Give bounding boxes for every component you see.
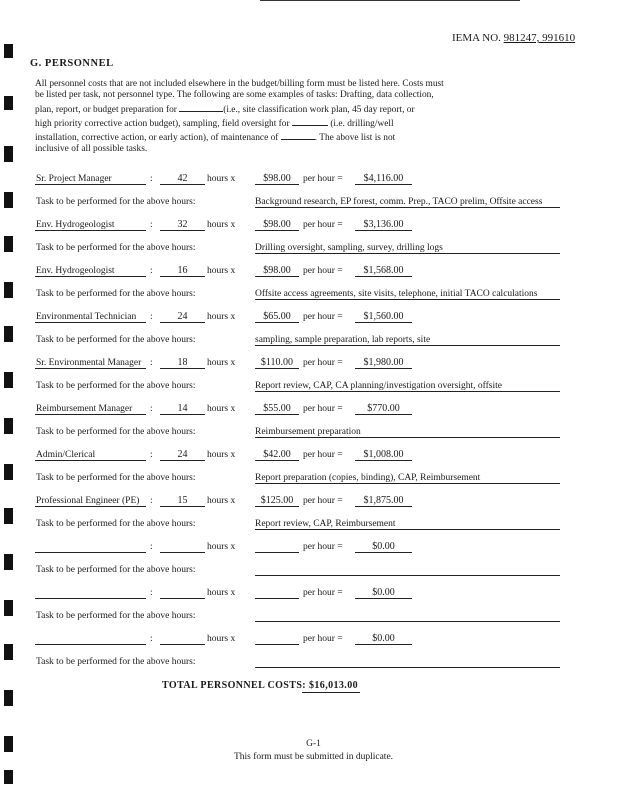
scan-bar	[4, 418, 13, 434]
scan-bar	[4, 96, 13, 110]
task-description: Background research, EP forest, comm. Prep., TACO prelim, Offsite access	[255, 197, 543, 207]
scan-bar	[4, 372, 13, 388]
hours-value: 32	[177, 219, 188, 230]
hours-underline	[160, 460, 205, 461]
task-label: Task to be performed for the above hours:	[36, 473, 196, 483]
hours-x-label: hours x	[207, 220, 236, 230]
per-hour-label: per hour =	[303, 588, 343, 598]
title-underline	[35, 598, 146, 599]
title-underline	[35, 322, 146, 323]
rate-underline	[255, 506, 299, 507]
colon: :	[150, 358, 153, 368]
title-underline	[35, 276, 146, 277]
task-label: Task to be performed for the above hours:	[36, 657, 196, 667]
scan-bar	[4, 690, 13, 706]
task-label: Task to be performed for the above hours:	[36, 335, 196, 345]
colon: :	[150, 450, 153, 460]
rate-value: $98.00	[263, 219, 291, 230]
total-underline	[302, 692, 360, 693]
hours-x-label: hours x	[207, 542, 236, 552]
hours-underline	[160, 598, 205, 599]
task-underline	[255, 529, 560, 530]
intro-line: inclusive of all possible tasks.	[35, 144, 148, 155]
task-label: Task to be performed for the above hours:	[36, 197, 196, 207]
title-underline	[35, 460, 146, 461]
task-label: Task to be performed for the above hours:	[36, 289, 196, 299]
task-label: Task to be performed for the above hours:	[36, 565, 196, 575]
hours-underline	[160, 230, 205, 231]
hours-value: 18	[177, 357, 188, 368]
colon: :	[150, 312, 153, 322]
total-underline	[355, 322, 412, 323]
task-underline	[255, 391, 560, 392]
task-underline	[255, 621, 560, 622]
hours-value: 24	[177, 311, 188, 322]
task-label: Task to be performed for the above hours:	[36, 519, 196, 529]
scan-bar	[4, 508, 13, 524]
colon: :	[150, 634, 153, 644]
rate-underline	[255, 644, 299, 645]
total-underline	[355, 230, 412, 231]
line-total-value: $4,116.00	[363, 173, 404, 184]
task-label: Task to be performed for the above hours:	[36, 427, 196, 437]
hours-underline	[160, 368, 205, 369]
iema-number: IEMA NO. 981247, 991610	[452, 32, 576, 44]
total-label: TOTAL PERSONNEL COSTS:	[162, 680, 307, 691]
task-underline	[255, 667, 560, 668]
hours-underline	[160, 276, 205, 277]
hours-underline	[160, 644, 205, 645]
per-hour-label: per hour =	[303, 266, 343, 276]
line-total-value: $0.00	[372, 541, 395, 552]
rate-value: $42.00	[263, 449, 291, 460]
hours-value: 15	[177, 495, 188, 506]
colon: :	[150, 266, 153, 276]
intro-paragraph	[35, 79, 465, 156]
per-hour-label: per hour =	[303, 634, 343, 644]
intro-line: plan, report, or budget preparation for (i.e., site classification work plan, 45 day report, or	[35, 102, 465, 116]
personnel-title: Reimbursement Manager	[36, 404, 133, 414]
line-total-value: $0.00	[372, 587, 395, 598]
scan-bar	[4, 600, 13, 616]
task-label: Task to be performed for the above hours:	[36, 243, 196, 253]
scan-bar	[4, 770, 13, 784]
rate-underline	[255, 414, 299, 415]
task-description: Report review, CAP, CA planning/investigation oversight, offsite	[255, 381, 502, 391]
rate-value: $55.00	[263, 403, 291, 414]
scan-bar	[4, 146, 13, 162]
title-underline	[35, 552, 146, 553]
personnel-title: Admin/Clerical	[36, 450, 96, 460]
line-total-value: $1,980.00	[363, 357, 404, 368]
per-hour-label: per hour =	[303, 174, 343, 184]
rate-underline	[255, 552, 299, 553]
hours-underline	[160, 414, 205, 415]
hours-underline	[160, 322, 205, 323]
task-underline	[255, 483, 560, 484]
hours-x-label: hours x	[207, 588, 236, 598]
rate-underline	[255, 184, 299, 185]
colon: :	[150, 174, 153, 184]
title-underline	[35, 230, 146, 231]
per-hour-label: per hour =	[303, 220, 343, 230]
rate-underline	[255, 460, 299, 461]
rate-value: $125.00	[260, 495, 294, 506]
line-total-value: $1,568.00	[363, 265, 404, 276]
blank-field	[292, 116, 328, 126]
hours-underline	[160, 184, 205, 185]
colon: :	[150, 542, 153, 552]
personnel-title: Professional Engineer (PE)	[36, 496, 140, 506]
per-hour-label: per hour =	[303, 312, 343, 322]
top-scan-line	[260, 0, 520, 1]
task-underline	[255, 437, 560, 438]
per-hour-label: per hour =	[303, 358, 343, 368]
per-hour-label: per hour =	[303, 450, 343, 460]
personnel-title: Env. Hydrogeologist	[36, 266, 115, 276]
per-hour-label: per hour =	[303, 404, 343, 414]
title-underline	[35, 414, 146, 415]
scan-bar	[4, 554, 13, 570]
personnel-title: Sr. Environmental Manager	[36, 358, 142, 368]
rate-value: $98.00	[263, 173, 291, 184]
footer-note: This form must be submitted in duplicate.	[233, 752, 394, 762]
task-underline	[255, 299, 560, 300]
hours-value: 42	[177, 173, 188, 184]
task-label: Task to be performed for the above hours:	[36, 381, 196, 391]
scan-bar	[4, 44, 13, 58]
hours-x-label: hours x	[207, 312, 236, 322]
task-underline	[255, 207, 560, 208]
hours-x-label: hours x	[207, 174, 236, 184]
colon: :	[150, 220, 153, 230]
task-description: Drilling oversight, sampling, survey, drilling logs	[255, 243, 443, 253]
page-number: G-1	[306, 739, 321, 749]
line-total-value: $1,875.00	[363, 495, 404, 506]
blank-field	[281, 130, 315, 140]
line-total-value: $3,136.00	[363, 219, 404, 230]
personnel-title: Env. Hydrogeologist	[36, 220, 115, 230]
task-description: sampling, sample preparation, lab reports, site	[255, 335, 431, 345]
line-total-value: $1,008.00	[363, 449, 404, 460]
intro-line: installation, corrective action, or early action), of maintenance of . The above list is not	[35, 130, 465, 144]
rate-underline	[255, 322, 299, 323]
hours-value: 14	[177, 403, 188, 414]
task-description: Reimbursement preparation	[255, 427, 361, 437]
intro-line: high priority corrective action budget), sampling, field oversight for (i.e. drilling/well	[35, 116, 465, 130]
hours-underline	[160, 552, 205, 553]
line-total-value: $0.00	[372, 633, 395, 644]
rate-value: $65.00	[263, 311, 291, 322]
rate-underline	[255, 276, 299, 277]
hours-x-label: hours x	[207, 266, 236, 276]
rate-underline	[255, 368, 299, 369]
per-hour-label: per hour =	[303, 496, 343, 506]
personnel-title: Environmental Technician	[36, 312, 137, 322]
hours-x-label: hours x	[207, 634, 236, 644]
scan-bar	[4, 464, 13, 480]
line-total-value: $1,560.00	[363, 311, 404, 322]
total-underline	[355, 460, 412, 461]
total-underline	[355, 368, 412, 369]
section-title: G. PERSONNEL	[30, 58, 114, 69]
scan-bar	[4, 192, 13, 208]
total-underline	[355, 552, 412, 553]
title-underline	[35, 184, 146, 185]
hours-x-label: hours x	[207, 496, 236, 506]
total-underline	[355, 506, 412, 507]
rate-underline	[255, 598, 299, 599]
title-underline	[35, 506, 146, 507]
scan-bar	[4, 236, 13, 252]
hours-underline	[160, 506, 205, 507]
task-underline	[255, 345, 560, 346]
task-underline	[255, 575, 560, 576]
scan-bar	[4, 644, 13, 660]
total-underline	[355, 414, 412, 415]
hours-x-label: hours x	[207, 404, 236, 414]
total-underline	[355, 644, 412, 645]
scan-bar	[4, 326, 13, 342]
task-description: Offsite access agreements, site visits, telephone, initial TACO calculations	[255, 289, 538, 299]
total-value: $16,013.00	[309, 680, 358, 691]
blank-field	[179, 102, 223, 112]
task-label: Task to be performed for the above hours:	[36, 611, 196, 621]
rate-value: $98.00	[263, 265, 291, 276]
line-total-value: $770.00	[367, 403, 400, 414]
rate-underline	[255, 230, 299, 231]
hours-value: 16	[177, 265, 188, 276]
total-underline	[355, 184, 412, 185]
title-underline	[35, 644, 146, 645]
total-underline	[355, 598, 412, 599]
task-underline	[255, 253, 560, 254]
title-underline	[35, 368, 146, 369]
intro-line: All personnel costs that are not included elsewhere in the budget/billing form must be listed here. Costs must	[35, 79, 444, 89]
intro-line: be listed per task, not personnel type. The following are some examples of tasks: Drafting, data collection,	[35, 90, 434, 101]
rate-value: $110.00	[260, 357, 294, 368]
scan-bar	[4, 282, 13, 298]
colon: :	[150, 588, 153, 598]
task-description: Report review, CAP, Reimbursement	[255, 519, 396, 529]
total-underline	[355, 276, 412, 277]
hours-value: 24	[177, 449, 188, 460]
colon: :	[150, 496, 153, 506]
per-hour-label: per hour =	[303, 542, 343, 552]
personnel-title: Sr. Project Manager	[36, 174, 112, 184]
task-description: Report preparation (copies, binding), CAP, Reimbursement	[255, 473, 481, 483]
hours-x-label: hours x	[207, 358, 236, 368]
colon: :	[150, 404, 153, 414]
hours-x-label: hours x	[207, 450, 236, 460]
